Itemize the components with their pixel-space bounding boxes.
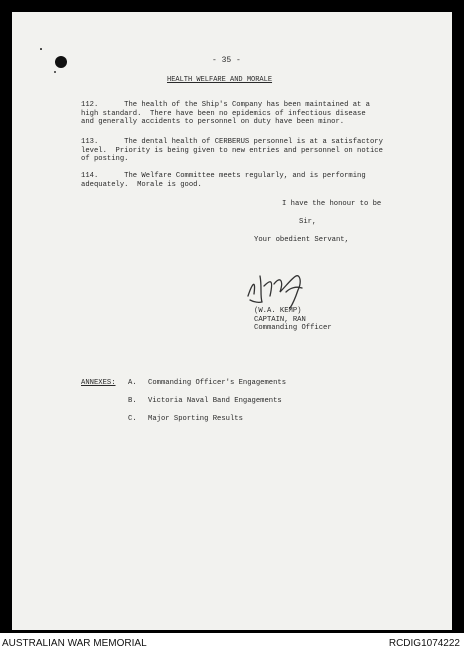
signatory-name: (W.A. KEMP) (254, 307, 302, 315)
annex-text: Major Sporting Results (148, 415, 243, 423)
punch-hole (55, 56, 67, 68)
page-number: - 35 - (212, 56, 241, 65)
annexes-label: ANNEXES: (81, 379, 116, 387)
annex-text: Commanding Officer's Engagements (148, 379, 287, 387)
footer-source: AUSTRALIAN WAR MEMORIAL (2, 638, 147, 649)
paragraph-line: of posting. (81, 155, 129, 164)
annex-text: Victoria Naval Band Engagements (148, 397, 282, 405)
paragraph-113 (81, 138, 383, 164)
ink-speck (54, 71, 56, 73)
paragraph-112 (81, 101, 370, 127)
closing-line: I have the honour to be (282, 200, 382, 208)
paragraph-line: 113. The dental health of CERBERUS personnel is at a satisfactory (81, 138, 383, 146)
paragraph-line: level. Priority is being given to new entries and personnel on notice (81, 146, 383, 155)
closing-servant: Your obedient Servant, (254, 236, 349, 244)
annex-letter: B. (128, 397, 137, 405)
signatory-rank: CAPTAIN, RAN (254, 315, 306, 324)
annex-letter: C. (128, 415, 137, 423)
footer-bar (0, 633, 464, 653)
paragraph-line: high standard. There have been no epidemics of infectious disease (81, 109, 366, 118)
annex-letter: A. (128, 379, 137, 387)
signatory-block (254, 307, 332, 333)
closing-salutation: Sir, (299, 218, 317, 226)
document-page (12, 12, 452, 630)
ink-speck (40, 48, 42, 50)
paragraph-line: 112. The health of the Ship's Company has been maintained at a (81, 101, 370, 109)
section-heading: HEALTH WELFARE AND MORALE (167, 76, 273, 84)
paragraph-114 (81, 172, 366, 189)
paragraph-line: adequately. Morale is good. (81, 180, 202, 189)
footer-id: RCDIG1074222 (388, 638, 460, 649)
paragraph-line: 114. The Welfare Committee meets regularly, and is performing (81, 172, 366, 180)
signatory-title: Commanding Officer (254, 324, 332, 333)
paragraph-line: and generally accidents to personnel on duty have been minor. (81, 118, 345, 127)
